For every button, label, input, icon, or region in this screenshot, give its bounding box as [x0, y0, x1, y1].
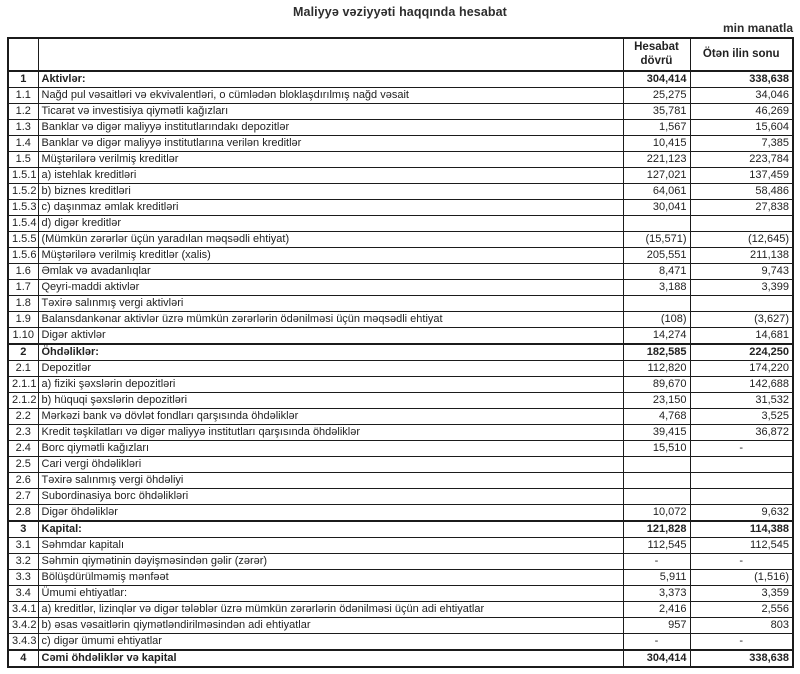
- current-period-value-cell: 30,041: [623, 200, 690, 216]
- current-period-value-cell: 182,585: [623, 344, 690, 361]
- row-number-cell: 3.4.3: [8, 634, 38, 651]
- row-number-cell: 4: [8, 650, 38, 667]
- row-number-cell: 1.3: [8, 120, 38, 136]
- row-number-cell: 1.4: [8, 136, 38, 152]
- row-number-cell: 1.5.6: [8, 248, 38, 264]
- row-label-cell: Öhdəliklər:: [38, 344, 623, 361]
- table-row: [8, 200, 793, 216]
- table-row: [8, 505, 793, 522]
- row-label-cell: Banklar və digər maliyyə institutlarındakı depozitlər: [38, 120, 623, 136]
- previous-period-value-cell: 46,269: [690, 104, 793, 120]
- row-label-cell: Subordinasiya borc öhdəlikləri: [38, 489, 623, 505]
- previous-period-value-cell: 3,399: [690, 280, 793, 296]
- table-row: [8, 473, 793, 489]
- row-label-cell: b) hüquqi şəxslərin depozitləri: [38, 393, 623, 409]
- header-row: [8, 38, 793, 71]
- previous-period-value-cell: 15,604: [690, 120, 793, 136]
- table-row: [8, 393, 793, 409]
- row-label-cell: Təxirə salınmış vergi öhdəliyi: [38, 473, 623, 489]
- table-row: [8, 457, 793, 473]
- previous-period-value-cell: 338,638: [690, 71, 793, 88]
- table-row: [8, 264, 793, 280]
- previous-period-value-cell: 174,220: [690, 361, 793, 377]
- row-label-cell: c) digər ümumi ehtiyatlar: [38, 634, 623, 651]
- current-period-value-cell: -: [623, 634, 690, 651]
- table-row: [8, 168, 793, 184]
- table-body: [8, 71, 793, 667]
- row-label-cell: Cəmi öhdəliklər və kapital: [38, 650, 623, 667]
- table-row: [8, 441, 793, 457]
- current-period-value-cell: [623, 489, 690, 505]
- previous-period-value-cell: 803: [690, 618, 793, 634]
- row-label-cell: Mərkəzi bank və dövlət fondları qarşısında öhdəliklər: [38, 409, 623, 425]
- row-number-cell: 1.2: [8, 104, 38, 120]
- current-period-value-cell: 4,768: [623, 409, 690, 425]
- header-number-cell: [8, 38, 38, 71]
- table-row: [8, 554, 793, 570]
- header-previous-period: Ötən ilin sonu: [690, 38, 793, 71]
- row-number-cell: 1.5.3: [8, 200, 38, 216]
- table-row: [8, 248, 793, 264]
- current-period-value-cell: 5,911: [623, 570, 690, 586]
- current-period-value-cell: 205,551: [623, 248, 690, 264]
- table-row: [8, 184, 793, 200]
- current-period-value-cell: 3,373: [623, 586, 690, 602]
- row-label-cell: Nağd pul vəsaitləri və ekvivalentləri, o cümlədən bloklaşdırılmış nağd vəsait: [38, 88, 623, 104]
- previous-period-value-cell: 31,532: [690, 393, 793, 409]
- row-label-cell: a) fiziki şəxslərin depozitləri: [38, 377, 623, 393]
- row-number-cell: 1.7: [8, 280, 38, 296]
- section-row: [8, 344, 793, 361]
- previous-period-value-cell: 9,743: [690, 264, 793, 280]
- current-period-value-cell: 25,275: [623, 88, 690, 104]
- table-row: [8, 88, 793, 104]
- current-period-value-cell: 3,188: [623, 280, 690, 296]
- row-number-cell: 1.5.2: [8, 184, 38, 200]
- row-number-cell: 3.2: [8, 554, 38, 570]
- row-label-cell: Müştərilərə verilmiş kreditlər (xalis): [38, 248, 623, 264]
- current-period-value-cell: [623, 473, 690, 489]
- row-number-cell: 1.5.5: [8, 232, 38, 248]
- row-number-cell: 3.4.1: [8, 602, 38, 618]
- table-row: [8, 586, 793, 602]
- table-header: [8, 38, 793, 71]
- row-label-cell: Digər öhdəliklər: [38, 505, 623, 522]
- current-period-value-cell: 957: [623, 618, 690, 634]
- row-number-cell: 2.4: [8, 441, 38, 457]
- current-period-value-cell: 10,415: [623, 136, 690, 152]
- row-number-cell: 2.2: [8, 409, 38, 425]
- row-number-cell: 1.9: [8, 312, 38, 328]
- previous-period-value-cell: [690, 216, 793, 232]
- previous-period-value-cell: 142,688: [690, 377, 793, 393]
- row-label-cell: Depozitlər: [38, 361, 623, 377]
- table-row: [8, 602, 793, 618]
- previous-period-value-cell: 58,486: [690, 184, 793, 200]
- previous-period-value-cell: 137,459: [690, 168, 793, 184]
- previous-period-value-cell: -: [690, 634, 793, 651]
- unit-note: min manatla: [722, 21, 793, 35]
- row-label-cell: a) kreditlər, lizinqlər və digər tələblər üzrə mümkün zərərlərin ödənilməsi üçün adi ehtiyatlar: [38, 602, 623, 618]
- table-row: [8, 120, 793, 136]
- previous-period-value-cell: -: [690, 441, 793, 457]
- current-period-value-cell: 23,150: [623, 393, 690, 409]
- table-row: [8, 232, 793, 248]
- row-label-cell: Borc qiymətli kağızları: [38, 441, 623, 457]
- previous-period-value-cell: 223,784: [690, 152, 793, 168]
- row-number-cell: 1.8: [8, 296, 38, 312]
- table-row: [8, 425, 793, 441]
- header-label-cell: [38, 38, 623, 71]
- current-period-value-cell: 14,274: [623, 328, 690, 345]
- row-number-cell: 3.1: [8, 538, 38, 554]
- row-number-cell: 1.5.1: [8, 168, 38, 184]
- current-period-value-cell: 127,021: [623, 168, 690, 184]
- previous-period-value-cell: 9,632: [690, 505, 793, 522]
- row-label-cell: Ticarət və investisiya qiymətli kağızları: [38, 104, 623, 120]
- current-period-value-cell: 221,123: [623, 152, 690, 168]
- current-period-value-cell: (15,571): [623, 232, 690, 248]
- current-period-value-cell: 304,414: [623, 650, 690, 667]
- current-period-value-cell: 112,545: [623, 538, 690, 554]
- row-number-cell: 2.7: [8, 489, 38, 505]
- current-period-value-cell: 89,670: [623, 377, 690, 393]
- previous-period-value-cell: 211,138: [690, 248, 793, 264]
- table-row: [8, 618, 793, 634]
- financial-position-table: [7, 37, 794, 668]
- row-label-cell: b) biznes kreditləri: [38, 184, 623, 200]
- row-number-cell: 3: [8, 521, 38, 538]
- row-number-cell: 2.1.1: [8, 377, 38, 393]
- table-row: [8, 152, 793, 168]
- previous-period-value-cell: 3,525: [690, 409, 793, 425]
- row-number-cell: 2.8: [8, 505, 38, 522]
- previous-period-value-cell: (1,516): [690, 570, 793, 586]
- previous-period-value-cell: 27,838: [690, 200, 793, 216]
- row-label-cell: Müştərilərə verilmiş kreditlər: [38, 152, 623, 168]
- row-label-cell: Aktivlər:: [38, 71, 623, 88]
- previous-period-value-cell: 3,359: [690, 586, 793, 602]
- row-label-cell: a) istehlak kreditləri: [38, 168, 623, 184]
- row-label-cell: Səhmdar kapitalı: [38, 538, 623, 554]
- row-label-cell: Səhmin qiymətinin dəyişməsindən gəlir (zərər): [38, 554, 623, 570]
- table-row: [8, 328, 793, 345]
- table-row: [8, 538, 793, 554]
- current-period-value-cell: 2,416: [623, 602, 690, 618]
- current-period-value-cell: [623, 296, 690, 312]
- current-period-value-cell: 64,061: [623, 184, 690, 200]
- previous-period-value-cell: [690, 489, 793, 505]
- previous-period-value-cell: 224,250: [690, 344, 793, 361]
- current-period-value-cell: 35,781: [623, 104, 690, 120]
- row-label-cell: Banklar və digər maliyyə institutlarına verilən kreditlər: [38, 136, 623, 152]
- row-number-cell: 2.1.2: [8, 393, 38, 409]
- previous-period-value-cell: [690, 296, 793, 312]
- row-label-cell: Digər aktivlər: [38, 328, 623, 345]
- row-label-cell: Təxirə salınmış vergi aktivləri: [38, 296, 623, 312]
- current-period-value-cell: 39,415: [623, 425, 690, 441]
- row-label-cell: Qeyri-maddi aktivlər: [38, 280, 623, 296]
- table-row: [8, 634, 793, 651]
- row-number-cell: 2.5: [8, 457, 38, 473]
- previous-period-value-cell: 34,046: [690, 88, 793, 104]
- row-number-cell: 2.6: [8, 473, 38, 489]
- row-number-cell: 1.10: [8, 328, 38, 345]
- page-title: Maliyyə vəziyyəti haqqında hesabat: [293, 5, 507, 19]
- previous-period-value-cell: 36,872: [690, 425, 793, 441]
- row-number-cell: 1.1: [8, 88, 38, 104]
- previous-period-value-cell: -: [690, 554, 793, 570]
- table-row: [8, 296, 793, 312]
- row-number-cell: 1.6: [8, 264, 38, 280]
- previous-period-value-cell: 338,638: [690, 650, 793, 667]
- table-row: [8, 136, 793, 152]
- table-row: [8, 377, 793, 393]
- current-period-value-cell: 304,414: [623, 71, 690, 88]
- row-label-cell: Kredit təşkilatları və digər maliyyə institutları qarşısında öhdəliklər: [38, 425, 623, 441]
- row-number-cell: 3.4.2: [8, 618, 38, 634]
- table-row: [8, 489, 793, 505]
- previous-period-value-cell: (12,645): [690, 232, 793, 248]
- table-row: [8, 312, 793, 328]
- table-row: [8, 409, 793, 425]
- row-label-cell: c) daşınmaz əmlak kreditləri: [38, 200, 623, 216]
- row-label-cell: Ümumi ehtiyatlar:: [38, 586, 623, 602]
- section-row: [8, 71, 793, 88]
- row-number-cell: 3.3: [8, 570, 38, 586]
- previous-period-value-cell: [690, 457, 793, 473]
- table-row: [8, 280, 793, 296]
- row-label-cell: (Mümkün zərərlər üçün yaradılan məqsədli ehtiyat): [38, 232, 623, 248]
- table-row: [8, 104, 793, 120]
- row-label-cell: Cari vergi öhdəlikləri: [38, 457, 623, 473]
- row-label-cell: Əmlak və avadanlıqlar: [38, 264, 623, 280]
- row-label-cell: Bölüşdürülməmiş mənfəət: [38, 570, 623, 586]
- previous-period-value-cell: (3,627): [690, 312, 793, 328]
- current-period-value-cell: 10,072: [623, 505, 690, 522]
- current-period-value-cell: [623, 457, 690, 473]
- row-number-cell: 2: [8, 344, 38, 361]
- row-number-cell: 2.3: [8, 425, 38, 441]
- current-period-value-cell: 8,471: [623, 264, 690, 280]
- previous-period-value-cell: 2,556: [690, 602, 793, 618]
- previous-period-value-cell: 7,385: [690, 136, 793, 152]
- current-period-value-cell: 112,820: [623, 361, 690, 377]
- previous-period-value-cell: 14,681: [690, 328, 793, 345]
- previous-period-value-cell: 114,388: [690, 521, 793, 538]
- row-number-cell: 2.1: [8, 361, 38, 377]
- row-label-cell: b) əsas vəsaitlərin qiymətləndirilməsindən adi ehtiyatlar: [38, 618, 623, 634]
- current-period-value-cell: 121,828: [623, 521, 690, 538]
- previous-period-value-cell: [690, 473, 793, 489]
- row-number-cell: 1.5: [8, 152, 38, 168]
- current-period-value-cell: [623, 216, 690, 232]
- current-period-value-cell: -: [623, 554, 690, 570]
- current-period-value-cell: 1,567: [623, 120, 690, 136]
- current-period-value-cell: (108): [623, 312, 690, 328]
- section-row: [8, 521, 793, 538]
- section-row: [8, 650, 793, 667]
- previous-period-value-cell: 112,545: [690, 538, 793, 554]
- row-number-cell: 1.5.4: [8, 216, 38, 232]
- table-row: [8, 361, 793, 377]
- row-label-cell: Balansdankənar aktivlər üzrə mümkün zərərlərin ödənilməsi üçün məqsədli ehtiyat: [38, 312, 623, 328]
- row-number-cell: 3.4: [8, 586, 38, 602]
- row-number-cell: 1: [8, 71, 38, 88]
- table-row: [8, 570, 793, 586]
- row-label-cell: d) digər kreditlər: [38, 216, 623, 232]
- header-current-period: Hesabat dövrü: [623, 38, 690, 71]
- row-label-cell: Kapital:: [38, 521, 623, 538]
- table-row: [8, 216, 793, 232]
- current-period-value-cell: 15,510: [623, 441, 690, 457]
